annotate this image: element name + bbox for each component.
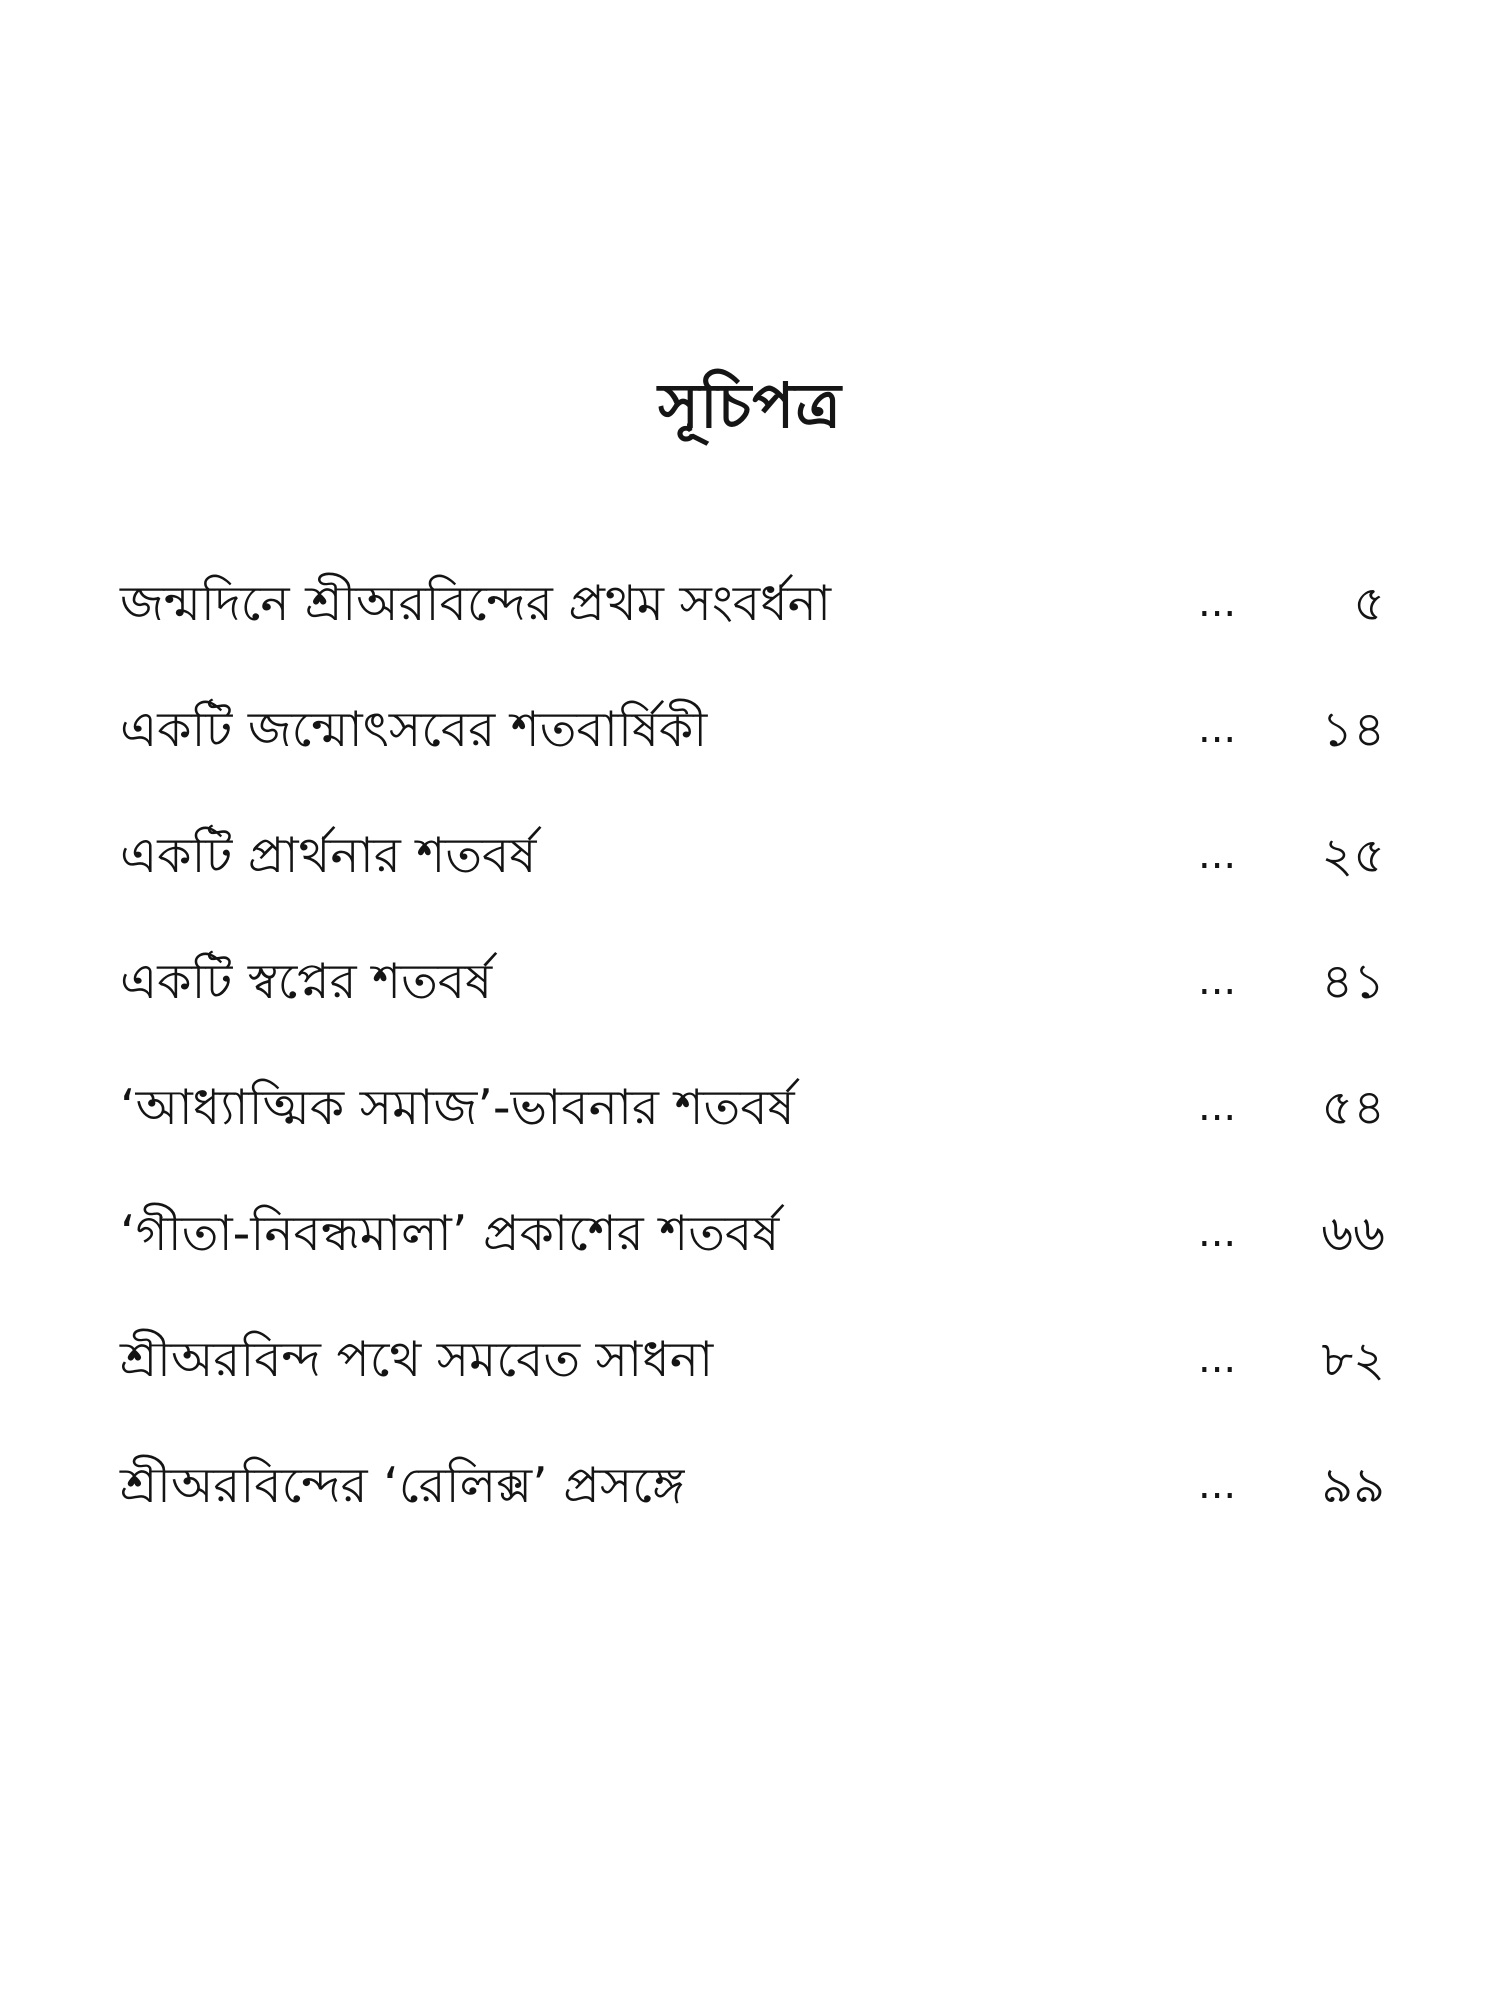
toc-entry-title: শ্রীঅরবিন্দ পথে সমবেত সাধনা (120, 1331, 714, 1388)
page-title: সূচিপত্র (658, 369, 842, 442)
toc-entry-page-number: ১৪ (1321, 701, 1385, 758)
table-of-contents (120, 575, 1385, 1583)
toc-entry-title: একটি স্বপ্নের শতবর্ষ (120, 953, 493, 1010)
toc-entry-leader: ... (1198, 958, 1237, 1004)
toc-entry-leader: ... (1198, 832, 1237, 878)
toc-entry (120, 827, 1385, 953)
toc-entry-title: শ্রীঅরবিন্দের ‘রেলিক্স’ প্রসঙ্গে (120, 1457, 685, 1514)
toc-entry-page-number: ৯৯ (1321, 1457, 1385, 1514)
toc-entry-leader: ... (1198, 706, 1237, 752)
toc-entry-title: একটি প্রার্থনার শতবর্ষ (120, 827, 537, 884)
toc-entry (120, 701, 1385, 827)
toc-entry-title: একটি জন্মোৎসবের শতবার্ষিকী (120, 701, 708, 758)
toc-entry-page-number: ২৫ (1321, 827, 1385, 884)
toc-entry-leader: ... (1198, 580, 1237, 626)
toc-entry-leader: ... (1198, 1210, 1237, 1256)
toc-entry (120, 1205, 1385, 1331)
toc-entry-page-number: ৫৪ (1321, 1079, 1385, 1136)
toc-entry-leader: ... (1198, 1336, 1237, 1382)
toc-entry-page-number: ৬৬ (1321, 1205, 1385, 1262)
toc-entry-page-number: ৫ (1353, 575, 1385, 632)
toc-entry-page-number: ৮২ (1321, 1331, 1385, 1388)
toc-entry (120, 1079, 1385, 1205)
toc-entry (120, 575, 1385, 701)
toc-entry-leader: ... (1198, 1462, 1237, 1508)
toc-entry (120, 953, 1385, 1079)
toc-entry-page-number: ৪১ (1321, 953, 1385, 1010)
toc-entry-title: ‘আধ্যাত্মিক সমাজ’-ভাবনার শতবর্ষ (120, 1079, 795, 1136)
toc-entry (120, 1457, 1385, 1583)
toc-entry-title: ‘গীতা-নিবন্ধমালা’ প্রকাশের শতবর্ষ (120, 1205, 780, 1262)
toc-entry-title: জন্মদিনে শ্রীঅরবিন্দের প্রথম সংবর্ধনা (120, 575, 832, 632)
toc-entry (120, 1331, 1385, 1457)
toc-entry-leader: ... (1198, 1084, 1237, 1130)
